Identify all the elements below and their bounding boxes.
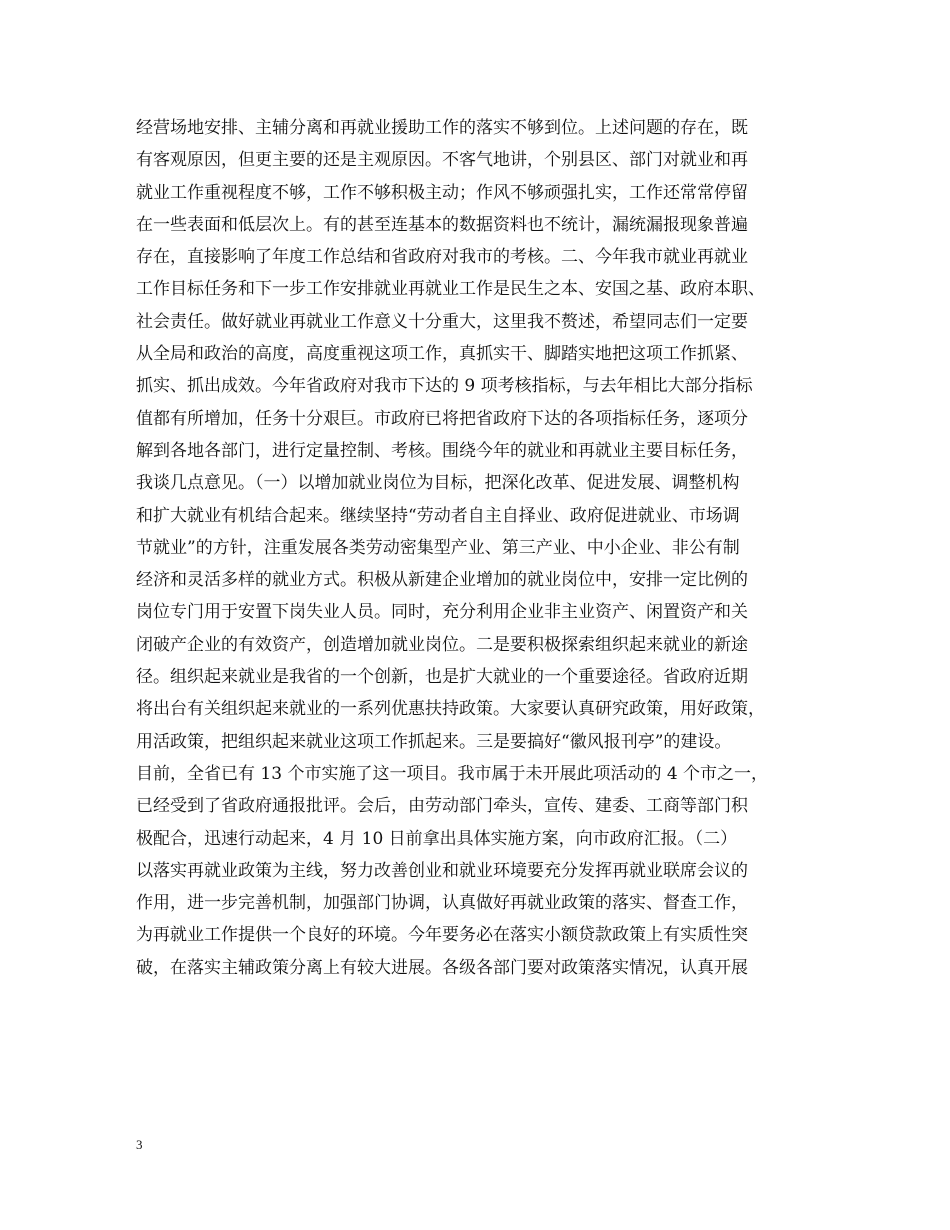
text-line: 和扩大就业有机结合起来。继续坚持“劳动者自主自择业、政府促进就业、市场调 [136, 505, 740, 526]
text-line: 破，在落实主辅政策分离上有较大进展。各级各部门要对政策落实情况，认真开展 [136, 957, 748, 978]
text-line: 经营场地安排、主辅分离和再就业援助工作的落实不够到位。上述问题的存在，既 [136, 118, 748, 138]
text-line: 目前，全省已有 13 个市实施了这一项目。我市属于未开展此项活动的 4 个市之一， [136, 763, 769, 784]
text-line: 岗位专门用于安置下岗失业人员。同时，充分利用企业非主业资产、闲置资产和关 [136, 602, 748, 623]
text-line: 就业工作重视程度不够，工作不够积极主动；作风不够顽强扎实，工作还常常停留 [136, 182, 748, 203]
text-line: 极配合，迅速行动起来，4 月 10 日前拿出具体实施方案，向市政府汇报。（二） [136, 828, 738, 849]
text-line: 有客观原因，但更主要的还是主观原因。不客气地讲，个别县区、部门对就业和再 [136, 150, 748, 171]
text-line: 节就业”的方针，注重发展各类劳动密集型产业、第三产业、中小企业、非公有制 [136, 537, 740, 558]
text-line: 闭破产企业的有效资产，创造增加就业岗位。二是要积极探索组织起来就业的新途 [136, 634, 748, 655]
text-line: 社会责任。做好就业再就业工作意义十分重大，这里我不赘述，希望同志们一定要 [136, 311, 748, 332]
text-line: 以落实再就业政策为主线，努力改善创业和就业环境要充分发挥再就业联席会议的 [136, 860, 748, 881]
text-line: 存在，直接影响了年度工作总结和省政府对我市的考核。二、今年我市就业再就业 [136, 247, 748, 268]
page-number: 3 [136, 1137, 143, 1152]
text-line: 为再就业工作提供一个良好的环境。今年要务必在落实小额贷款政策上有实质性突 [136, 925, 748, 946]
text-line: 经济和灵活多样的就业方式。积极从新建企业增加的就业岗位中，安排一定比例的 [136, 570, 748, 591]
text-line: 径。组织起来就业是我省的一个创新，也是扩大就业的一个重要途径。省政府近期 [136, 667, 748, 688]
text-line: 已经受到了省政府通报批评。会后，由劳动部门牵头，宣传、建委、工商等部门积 [136, 796, 748, 817]
text-line: 将出台有关组织起来就业的一系列优惠扶持政策。大家要认真研究政策，用好政策， [136, 699, 765, 720]
text-line: 从全局和政治的高度，高度重视这项工作，真抓实干、脚踏实地把这项工作抓紧、 [136, 344, 748, 365]
body-text [136, 112, 826, 984]
text-line: 在一些表面和低层次上。有的甚至连基本的数据资料也不统计，漏统漏报现象普遍 [136, 214, 748, 235]
text-line: 用活政策，把组织起来就业这项工作抓起来。三是要搞好“徽风报刊亭”的建设。 [136, 731, 732, 752]
text-line: 解到各地各部门，进行定量控制、考核。围绕今年的就业和再就业主要目标任务， [136, 440, 748, 461]
text-line: 工作目标任务和下一步工作安排就业再就业工作是民生之本、安国之基、政府本职、 [136, 279, 765, 300]
text-line: 作用，进一步完善机制，加强部门协调，认真做好再就业政策的落实、督查工作， [136, 893, 748, 914]
text-line: 我谈几点意见。（一）以增加就业岗位为目标，把深化改革、促进发展、调整机构 [136, 473, 740, 494]
text-line: 值都有所增加，任务十分艰巨。市政府已将把省政府下达的各项指标任务，逐项分 [136, 408, 748, 429]
text-line: 抓实、抓出成效。今年省政府对我市下达的 9 项考核指标，与去年相比大部分指标 [136, 376, 753, 397]
